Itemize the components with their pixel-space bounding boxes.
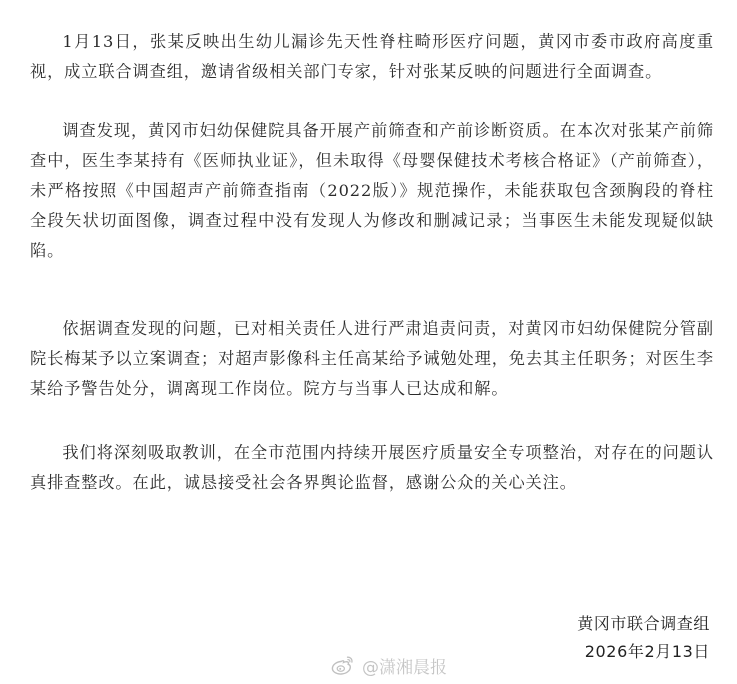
paragraph-accountability: 依据调查发现的问题，已对相关责任人进行严肃追责问责，对黄冈市妇幼保健院分管副院长梅某予以立案调查；对超声影像科主任高某给予诫勉处理，免去其主任职务；对医生李某给予警告处分，调离现工作岗位。院方与当事人已达成和解。 [30, 319, 714, 398]
paragraph-investigation-findings: 调查发现，黄冈市妇幼保健院具备开展产前筛查和产前诊断资质。在本次对张某产前筛查中，医生李某持有《医师执业证》，但未取得《母婴保健技术考核合格证》（产前筛查），未严格按照《中国超声产前筛查指南（2022版）》规范操作，未能获取包含颈胸段的脊柱全段矢状切面图像，调查过程中没有发现人为修改和删减记录；当事医生未能发现疑似缺陷。 [30, 121, 714, 260]
watermark-text: @潇湘晨报 [362, 657, 447, 678]
signature-date: 2026年2月13日 [584, 642, 710, 661]
signature-organization: 黄冈市联合调查组 [577, 614, 710, 633]
source-watermark [330, 652, 447, 678]
weibo-icon [330, 654, 356, 676]
paragraph-commitment: 我们将深刻吸取教训，在全市范围内持续开展医疗质量安全专项整治，对存在的问题认真排查整改。在此，诚恳接受社会各界舆论监督，感谢公众的关心关注。 [30, 443, 714, 492]
paragraph-investigation-intro: 1月13日，张某反映出生幼儿漏诊先天性脊柱畸形医疗问题，黄冈市委市政府高度重视，成立联合调查组，邀请省级相关部门专家，针对张某反映的问题进行全面调查。 [30, 32, 714, 81]
